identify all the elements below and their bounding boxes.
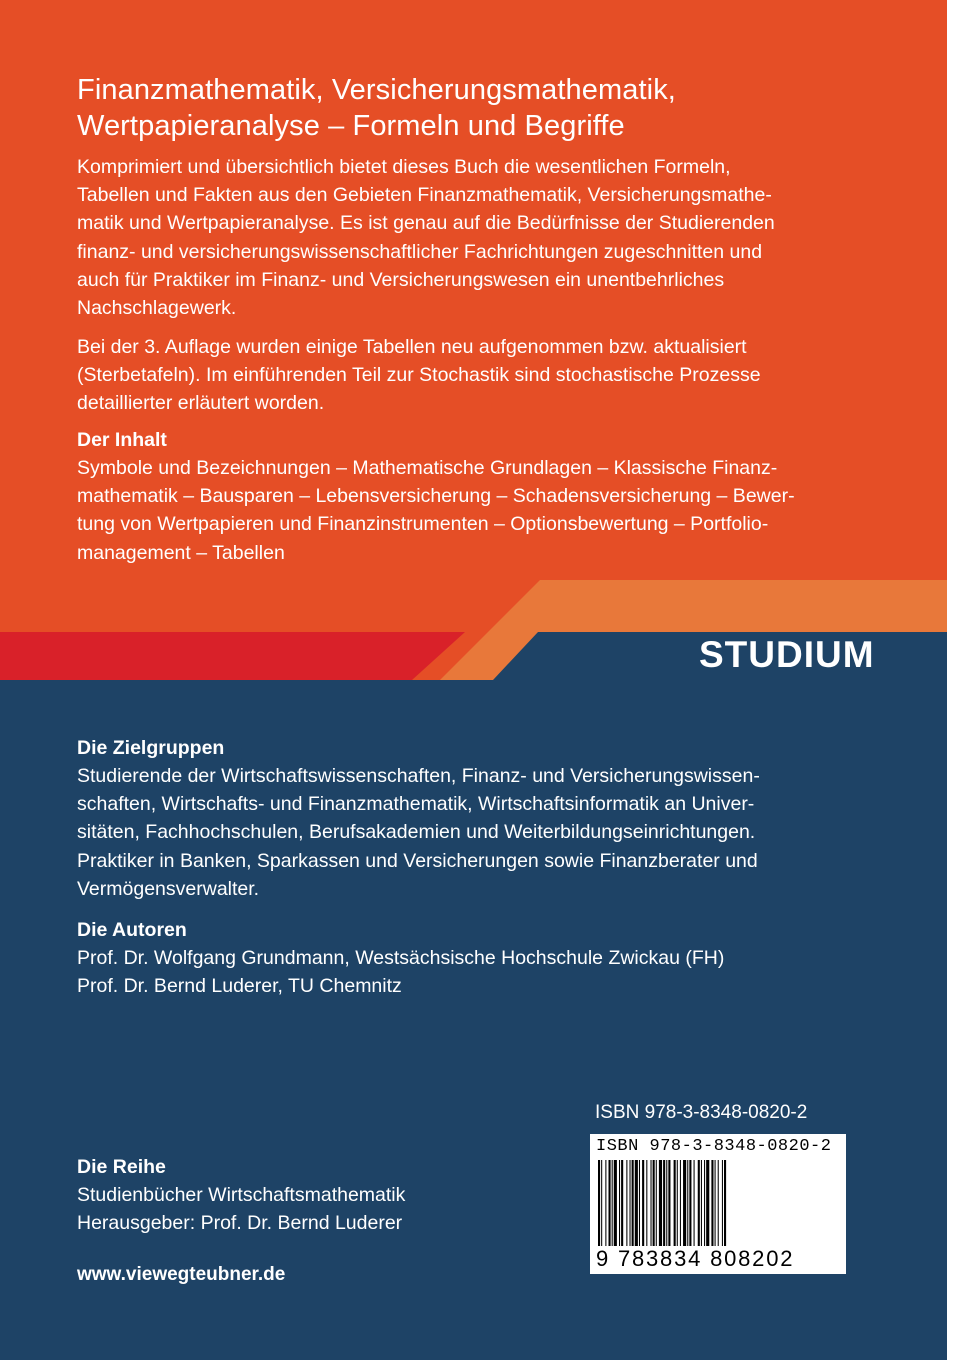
text-line: mathematik – Bausparen – Lebensversicherung – Schadensversicherung – Bewer- [77,485,795,508]
title-line: Wertpapieranalyse – Formeln und Begriffe [77,110,625,142]
text-line: finanz- und versicherungswissenschaftlicher Fachrichtungen zugeschnitten und [77,240,763,263]
contents-section [77,426,867,567]
barcode-isbn-text: ISBN 978-3-8348-0820-2 [596,1137,832,1156]
text-line: Bei der 3. Auflage wurden einige Tabellen neu aufgenommen bzw. aktualisiert [77,336,747,358]
text-line: Prof. Dr. Bernd Luderer, TU Chemnitz [77,975,402,998]
text-line: detaillierter erläutert worden. [77,392,325,415]
audience-text [77,762,867,903]
text-line: tung von Wertpapieren und Finanzinstrumenten – Optionsbewertung – Portfolio- [77,513,769,536]
barcode-digits: 9 783834 808202 [596,1246,795,1271]
text-line: matik und Wertpapieranalyse. Es ist genau auf die Bedürfnisse der Studierenden [77,212,775,235]
text-line: Prof. Dr. Wolfgang Grundmann, Westsächsische Hochschule Zwickau (FH) [77,947,725,969]
series-heading: Die Reihe [77,1156,166,1178]
text-line: sitäten, Fachhochschulen, Berufsakademien und Weiterbildungseinrichtungen. [77,821,756,844]
text-line: Nachschlagewerk. [77,297,237,320]
text-line: Vermögensverwalter. [77,877,260,900]
text-line: Tabellen und Fakten aus den Gebieten Finanzmathematik, Versicherungsmathe- [77,184,772,207]
series-section [77,1153,867,1237]
text-line: auch für Praktiker im Finanz- und Versicherungswesen ein unentbehrliches [77,268,725,291]
intro-paragraph [77,153,867,322]
text-line: Herausgeber: Prof. Dr. Bernd Luderer [77,1212,403,1235]
book-title [77,72,877,144]
series-text [77,1181,867,1237]
text-line: (Sterbetafeln). Im einführenden Teil zur Stochastik sind stochastische Prozesse [77,364,761,387]
authors-section [77,916,867,1000]
text-line: Praktiker in Banken, Sparkassen und Versicherungen sowie Finanzberater und [77,849,758,872]
title-line: Finanzmathematik, Versicherungsmathematik, [77,74,676,106]
series-label: STUDIUM [699,634,875,675]
authors-text [77,944,867,1000]
audience-section [77,734,867,903]
authors-heading: Die Autoren [77,919,187,941]
text-line: Studienbücher Wirtschaftsmathematik [77,1184,406,1206]
isbn-label: ISBN 978-3-8348-0820-2 [595,1102,808,1123]
publisher-website[interactable]: www.viewegteubner.de [77,1264,286,1285]
text-line: Studierende der Wirtschaftswissenschaften, Finanz- und Versicherungswissen- [77,765,760,787]
text-line: Symbole und Bezeichnungen – Mathematische Grundlagen – Klassische Finanz- [77,457,778,479]
text-line: Komprimiert und übersichtlich bietet dieses Buch die wesentlichen Formeln, [77,156,731,178]
contents-heading: Der Inhalt [77,429,167,451]
contents-list [77,454,867,567]
text-line: schaften, Wirtschafts- und Finanzmathematik, Wirtschaftsinformatik an Univer- [77,793,755,816]
audience-heading: Die Zielgruppen [77,737,225,759]
text-line: management – Tabellen [77,541,285,564]
edition-paragraph [77,333,867,418]
